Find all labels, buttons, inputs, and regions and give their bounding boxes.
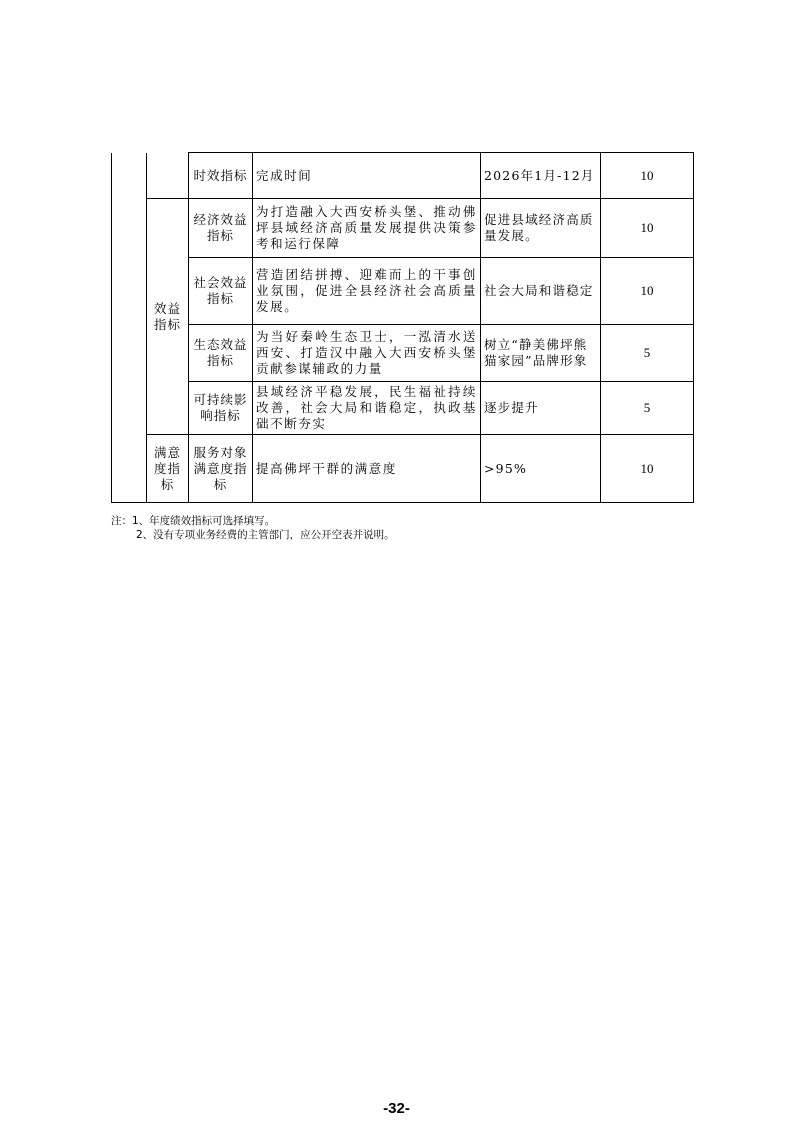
table-row: [112, 199, 694, 258]
benefit-group-cell: 效益指标: [147, 199, 189, 435]
note-line-1: 注：1、年度绩效指标可选择填写。: [111, 515, 276, 527]
score-cell: 10: [601, 153, 694, 199]
score-cell: 5: [601, 325, 694, 382]
performance-indicator-table: [111, 152, 694, 503]
content-cell: 为打造融入大西安桥头堡、推动佛坪县域经济高质量发展提供决策参考和运行保障: [253, 199, 481, 258]
score-cell: 10: [601, 199, 694, 258]
level2-cell: 满意度指标: [147, 435, 189, 503]
table-row: [112, 435, 694, 503]
table-row: [112, 382, 694, 435]
table-row: [112, 258, 694, 325]
target-cell: 逐步提升: [481, 382, 601, 435]
note-line-2: 2、没有专项业务经费的主管部门，应公开空表并说明。: [136, 529, 395, 541]
target-cell: 社会大局和谐稳定: [481, 258, 601, 325]
content-cell: 为当好秦岭生态卫士，一泓清水送西安、打造汉中融入大西安桥头堡贡献参谋辅政的力量: [253, 325, 481, 382]
score-cell: 10: [601, 258, 694, 325]
level3-cell: 服务对象满意度指标: [189, 435, 253, 503]
level1-cell: [112, 153, 147, 503]
score-cell: 5: [601, 382, 694, 435]
content-cell: 提高佛坪干群的满意度: [253, 435, 481, 503]
content-cell: 完成时间: [253, 153, 481, 199]
target-cell: 树立“静美佛坪熊猫家园”品牌形象: [481, 325, 601, 382]
level3-cell: 社会效益指标: [189, 258, 253, 325]
target-cell: >95%: [481, 435, 601, 503]
table-row: [112, 325, 694, 382]
page-number: -32-: [383, 1100, 410, 1117]
target-cell: 2026年1月-12月: [481, 153, 601, 199]
level3-cell: 生态效益指标: [189, 325, 253, 382]
table-row: [112, 153, 694, 199]
table-notes: [111, 514, 395, 542]
level3-cell: 可持续影响指标: [189, 382, 253, 435]
content-cell: 营造团结拼搏、迎难而上的干事创业氛围，促进全县经济社会高质量发展。: [253, 258, 481, 325]
score-cell: 10: [601, 435, 694, 503]
content-cell: 县域经济平稳发展，民生福祉持续改善，社会大局和谐稳定，执政基础不断夯实: [253, 382, 481, 435]
level2-cell: [147, 153, 189, 199]
level3-cell: 经济效益指标: [189, 199, 253, 258]
level3-cell: 时效指标: [189, 153, 253, 199]
target-cell: 促进县域经济高质量发展。: [481, 199, 601, 258]
